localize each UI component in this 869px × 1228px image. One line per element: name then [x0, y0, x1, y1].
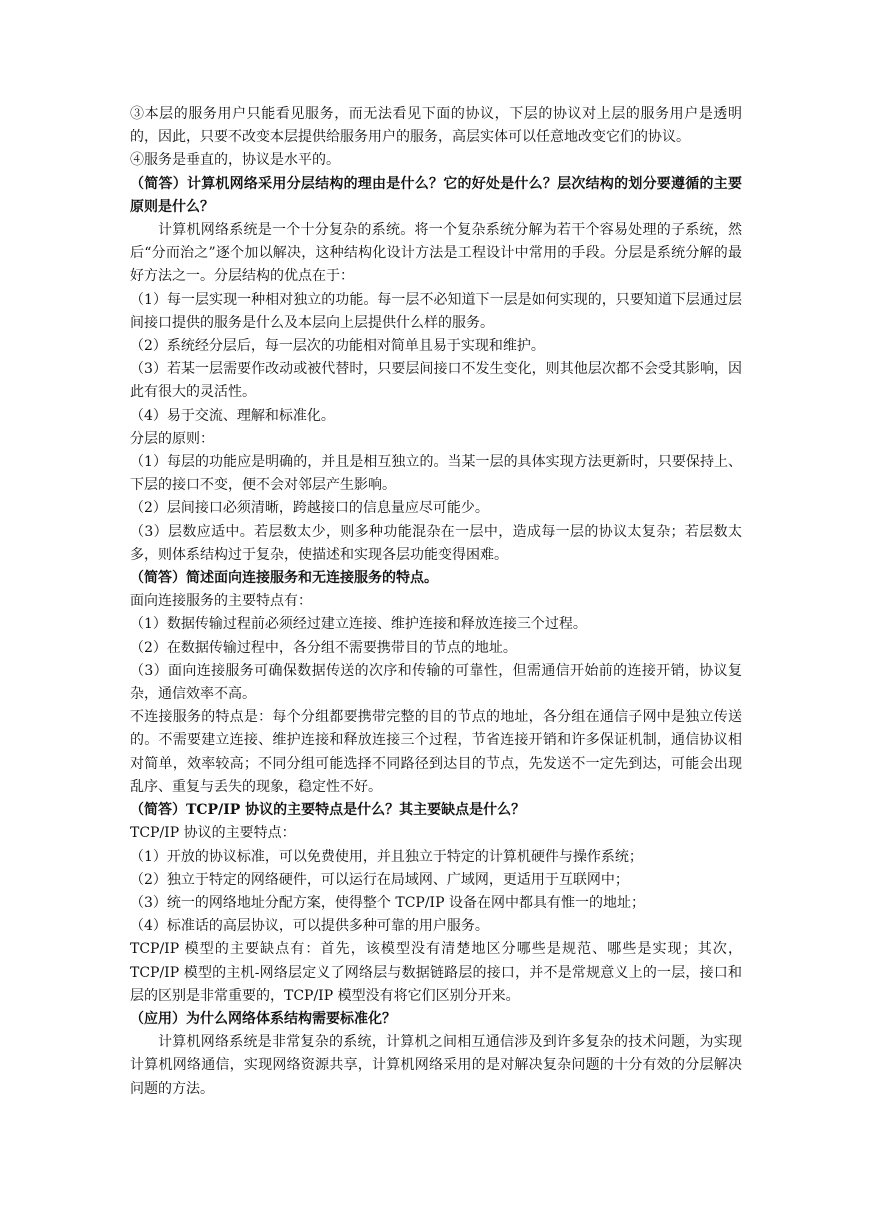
advantage-item-4: （4）易于交流、理解和标准化。 — [130, 407, 335, 424]
advantage-item-1: （1）每一层实现一种相对独立的功能。每一层不必知道下一层是如何实现的，只要知道下层通过层间接口提供的服务是什么及本层向上层提供什么样的服务。 — [130, 291, 742, 331]
advantage-item-2: （2）系统经分层后，每一层次的功能相对简单且易于实现和维护。 — [130, 338, 545, 355]
question-layered-structure: （简答）计算机网络采用分层结构的理由是什么？它的好处是什么？层次结构的划分要遵循的主要原则是什么？ — [130, 175, 742, 215]
paragraph-service-vertical: ④服务是垂直的，协议是水平的。 — [130, 152, 340, 169]
connection-oriented-heading: 面向连接服务的主要特点有： — [130, 593, 312, 610]
document-body — [130, 103, 742, 1101]
tcpip-shortcomings: TCP/IP 模型的主要缺点有：首先，该模型没有清楚地区分哪些是规范、哪些是实现；其次，TCP/IP 模型的主机-网络层定义了网络层与数据链路层的接口，并不是常规意义上的一层，接口和层的区别是非常重要的，TCP/IP 模型没有将它们区别分开来。 — [130, 941, 742, 1004]
connection-oriented-item-2: （2）在数据传输过程中，各分组不需要携带目的节点的地址。 — [130, 639, 517, 656]
answer-standardization: 计算机网络系统是非常复杂的系统，计算机之间相互通信涉及到许多复杂的技术问题，为实现计算机网络通信，实现网络资源共享，计算机网络采用的是对解决复杂问题的十分有效的分层解决问题的方法。 — [130, 1034, 742, 1097]
tcpip-feature-item-2: （2）独立于特定的网络硬件，可以运行在局域网、广域网，更适用于互联网中； — [130, 871, 629, 888]
tcpip-feature-item-4: （4）标准话的高层协议，可以提供多种可靠的用户服务。 — [130, 918, 489, 935]
principle-item-1: （1）每层的功能应是明确的，并且是相互独立的。当某一层的具体实现方法更新时，只要保持上、下层的接口不变，便不会对邻层产生影响。 — [130, 454, 742, 494]
principle-item-3: （3）层数应适中。若层数太少，则多种功能混杂在一层中，造成每一层的协议太复杂；若层数太多，则体系结构过于复杂，使描述和实现各层功能变得困难。 — [130, 523, 742, 563]
layering-principles-heading: 分层的原则： — [130, 430, 214, 447]
paragraph-service-transparency: ③本层的服务用户只能看见服务，而无法看见下面的协议，下层的协议对上层的服务用户是透明的，因此，只要不改变本层提供给服务用户的服务，高层实体可以任意地改变它们的协议。 — [130, 106, 742, 146]
tcpip-features-heading: TCP/IP 协议的主要特点： — [130, 825, 296, 842]
connectionless-description: 不连接服务的特点是：每个分组都要携带完整的目的节点的地址，各分组在通信子网中是独立传送的。不需要建立连接、维护连接和释放连接三个过程，节省连接开销和许多保证机制，通信协议相对简单，效率较高；不同分组可能选择不同路径到达目的节点，先发送不一定先到达，可能会出现乱序、重复与丢失的现象，稳定性不好。 — [130, 709, 742, 795]
connection-oriented-item-3: （3）面向连接服务可确保数据传送的次序和传输的可靠性，但需通信开始前的连接开销，协议复杂，通信效率不高。 — [130, 662, 742, 703]
tcpip-feature-item-1: （1）开放的协议标准，可以免费使用，并且独立于特定的计算机硬件与操作系统； — [130, 848, 643, 865]
question-standardization: （应用）为什么网络体系结构需要标准化？ — [130, 1010, 396, 1027]
advantage-item-3: （3）若某一层需要作改动或被代替时，只要层间接口不发生变化，则其他层次都不会受其影响，因此有很大的灵活性。 — [130, 361, 742, 401]
connection-oriented-item-1: （1）数据传输过程前必须经过建立连接、维护连接和释放连接三个过程。 — [130, 616, 587, 633]
answer-layered-intro: 计算机网络系统是一个十分复杂的系统。将一个复杂系统分解为若干个容易处理的子系统，然后“分而治之”逐个加以解决，这种结构化设计方法是工程设计中常用的手段。分层是系统分解的最好方法之一。分层结构的优点在于： — [130, 222, 742, 285]
question-connection-services: （简答）简述面向连接服务和无连接服务的特点。 — [130, 570, 438, 587]
question-tcpip-features: （简答）TCP/IP 协议的主要特点是什么？其主要缺点是什么？ — [130, 802, 526, 819]
principle-item-2: （2）层间接口必须清晰，跨越接口的信息量应尽可能少。 — [130, 500, 489, 517]
tcpip-feature-item-3: （3）统一的网络地址分配方案，使得整个 TCP/IP 设备在网中都具有惟一的地址； — [130, 894, 645, 911]
